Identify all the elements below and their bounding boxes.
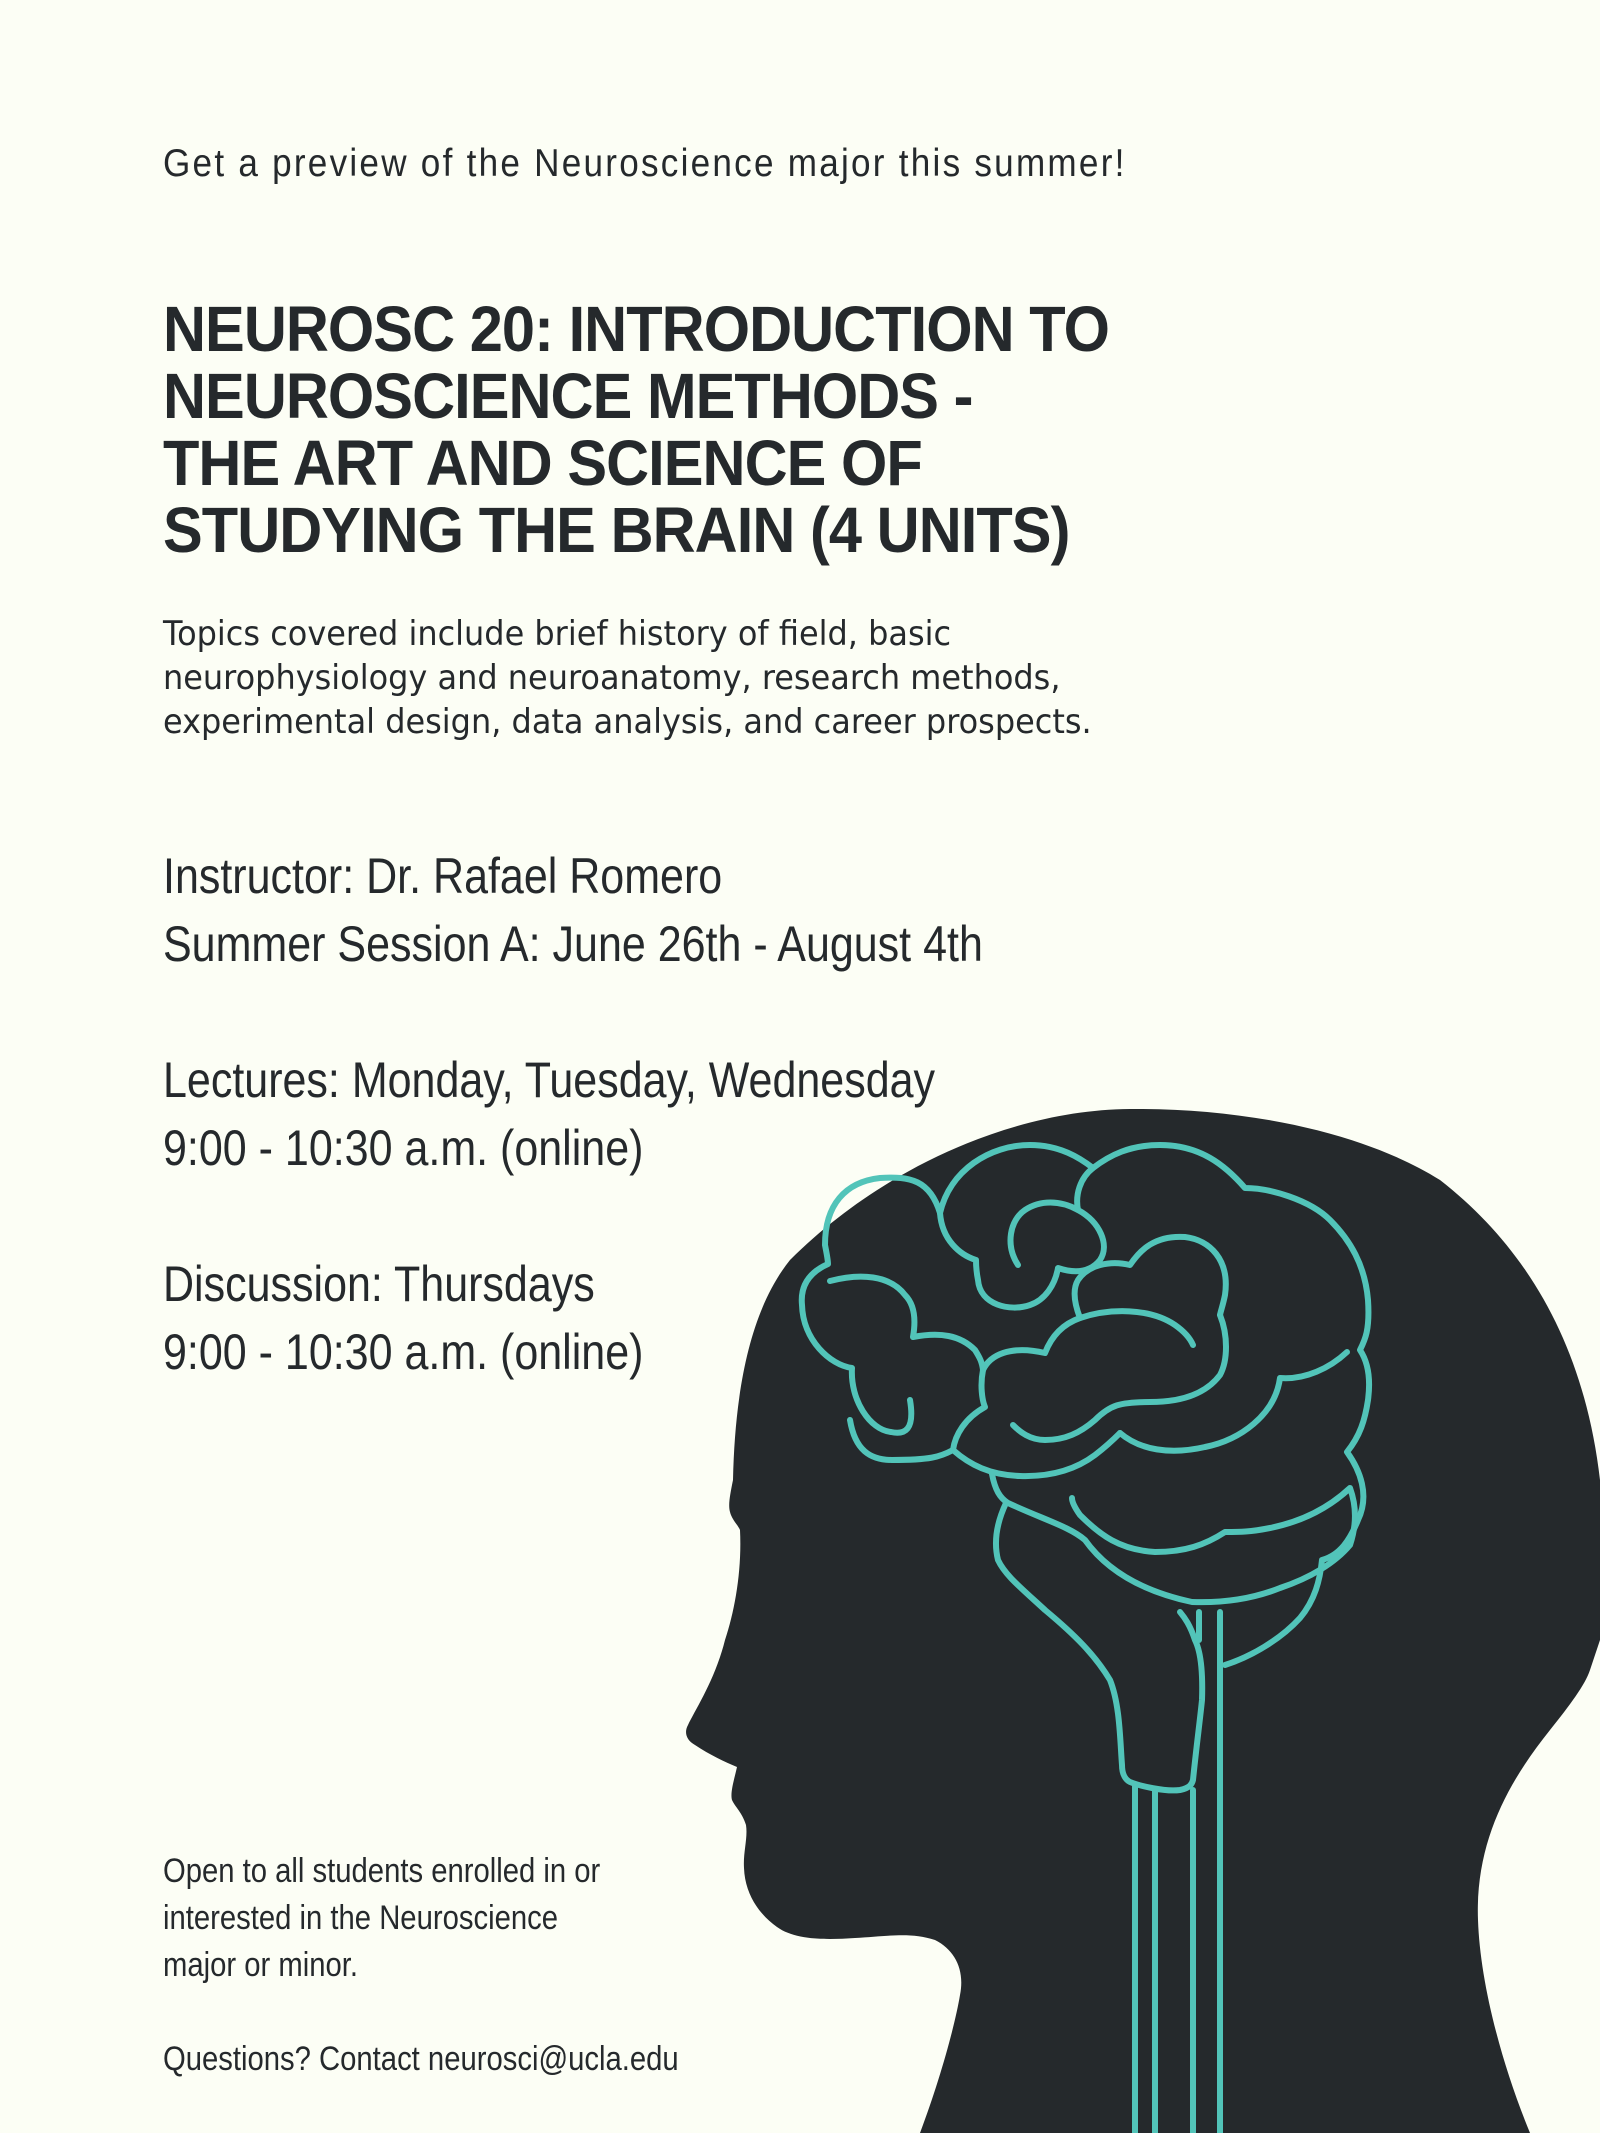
instructor: Instructor: Dr. Rafael Romero bbox=[163, 848, 723, 904]
eligibility-line: major or minor. bbox=[163, 1946, 358, 1984]
head-brain-icon bbox=[680, 1100, 1600, 2133]
course-title-line: THE ART AND SCIENCE OF bbox=[163, 427, 922, 499]
footer-info bbox=[163, 1848, 679, 2083]
eligibility-line: interested in the Neuroscience bbox=[163, 1899, 558, 1937]
contact-email-link[interactable]: neurosci@ucla.edu bbox=[427, 2040, 679, 2078]
topics-line: experimental design, data analysis, and career prospects. bbox=[163, 702, 1092, 742]
lecture-days: Lectures: Monday, Tuesday, Wednesday bbox=[163, 1052, 936, 1108]
tagline: Get a preview of the Neuroscience major this summer! bbox=[163, 142, 1127, 185]
course-title-line: STUDYING THE BRAIN (4 UNITS) bbox=[163, 494, 1070, 566]
course-title bbox=[163, 293, 1110, 566]
lecture-time: 9:00 - 10:30 a.m. (online) bbox=[163, 1120, 644, 1176]
session-dates: Summer Session A: June 26th - August 4th bbox=[163, 916, 983, 972]
head-silhouette-icon bbox=[686, 1109, 1600, 2133]
topics-description bbox=[163, 612, 1092, 744]
discussion-time: 9:00 - 10:30 a.m. (online) bbox=[163, 1324, 644, 1380]
topics-line: Topics covered include brief history of field, basic bbox=[163, 614, 952, 654]
contact-line bbox=[163, 2036, 679, 2083]
eligibility-line: Open to all students enrolled in or bbox=[163, 1852, 601, 1890]
discussion-days: Discussion: Thursdays bbox=[163, 1256, 595, 1312]
course-title-line: NEUROSCIENCE METHODS - bbox=[163, 360, 973, 432]
instructor-session-group bbox=[163, 842, 983, 978]
contact-prefix: Questions? Contact bbox=[163, 2040, 428, 2078]
course-title-line: NEUROSC 20: INTRODUCTION TO bbox=[163, 293, 1110, 365]
topics-line: neurophysiology and neuroanatomy, research methods, bbox=[163, 658, 1061, 698]
